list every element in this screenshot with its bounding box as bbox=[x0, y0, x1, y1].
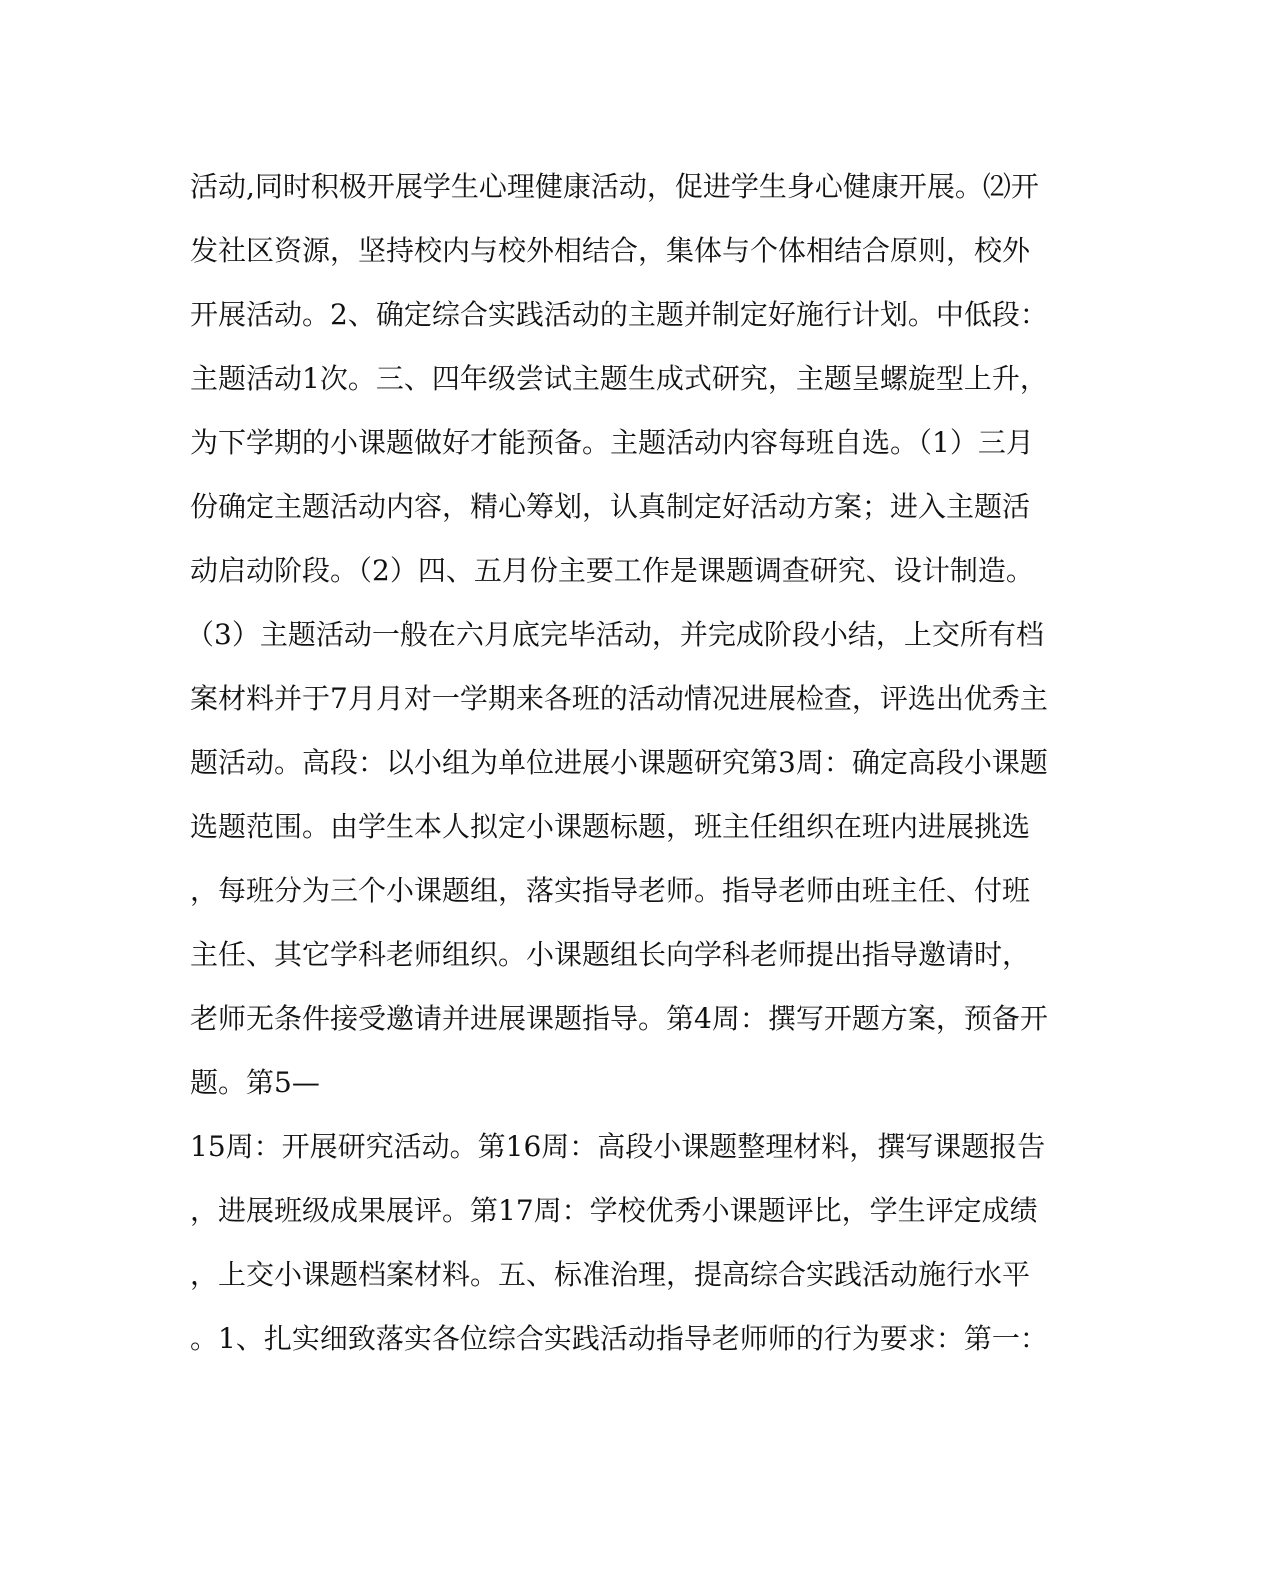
text-line: 。1、扎实细致落实各位综合实践活动指导老师师的行为要求：第一： bbox=[190, 1322, 1048, 1355]
text-line: ，进展班级成果展评。第17周：学校优秀小课题评比，学生评定成绩 bbox=[190, 1194, 1038, 1227]
text-line: 题活动。高段：以小组为单位进展小课题研究第3周：确定高段小课题 bbox=[190, 746, 1048, 779]
body-text bbox=[186, 155, 1080, 1371]
text-line: 选题范围。由学生本人拟定小课题标题，班主任组织在班内进展挑选 bbox=[190, 810, 1031, 843]
text-line: 开展活动。2、确定综合实践活动的主题并制定好施行计划。中低段： bbox=[190, 298, 1048, 331]
text-line: 案材料并于7月月对一学期来各班的活动情况进展检查，评选出优秀主 bbox=[190, 682, 1048, 715]
text-line: 题。第5— bbox=[190, 1066, 320, 1099]
text-line: ，每班分为三个小课题组，落实指导老师。指导老师由班主任、付班 bbox=[190, 874, 1031, 907]
text-line: 活动,同时积极开展学生心理健康活动，促进学生身心健康开展。⑵开 bbox=[190, 170, 1039, 203]
text-line: 主任、其它学科老师组织。小课题组长向学科老师提出指导邀请时， bbox=[190, 938, 1031, 971]
text-line: （3）主题活动一般在六月底完毕活动，并完成阶段小结，上交所有档 bbox=[186, 618, 1044, 651]
text-line: 动启动阶段。（2）四、五月份主要工作是课题调查研究、设计制造。 bbox=[190, 554, 1034, 587]
text-line: 份确定主题活动内容，精心筹划，认真制定好活动方案；进入主题活 bbox=[190, 490, 1031, 523]
text-line: 老师无条件接受邀请并进展课题指导。第4周：撰写开题方案，预备开 bbox=[190, 1002, 1048, 1035]
text-line: 为下学期的小课题做好才能预备。主题活动内容每班自选。（1）三月 bbox=[190, 426, 1034, 459]
text-line: 发社区资源，坚持校内与校外相结合，集体与个体相结合原则，校外 bbox=[190, 234, 1031, 267]
text-line: ，上交小课题档案材料。五、标准治理，提高综合实践活动施行水平 bbox=[190, 1258, 1031, 1291]
text-line: 主题活动1次。三、四年级尝试主题生成式研究，主题呈螺旋型上升， bbox=[190, 362, 1048, 395]
text-line: 15周：开展研究活动。第16周：高段小课题整理材料，撰写课题报告 bbox=[190, 1130, 1046, 1163]
